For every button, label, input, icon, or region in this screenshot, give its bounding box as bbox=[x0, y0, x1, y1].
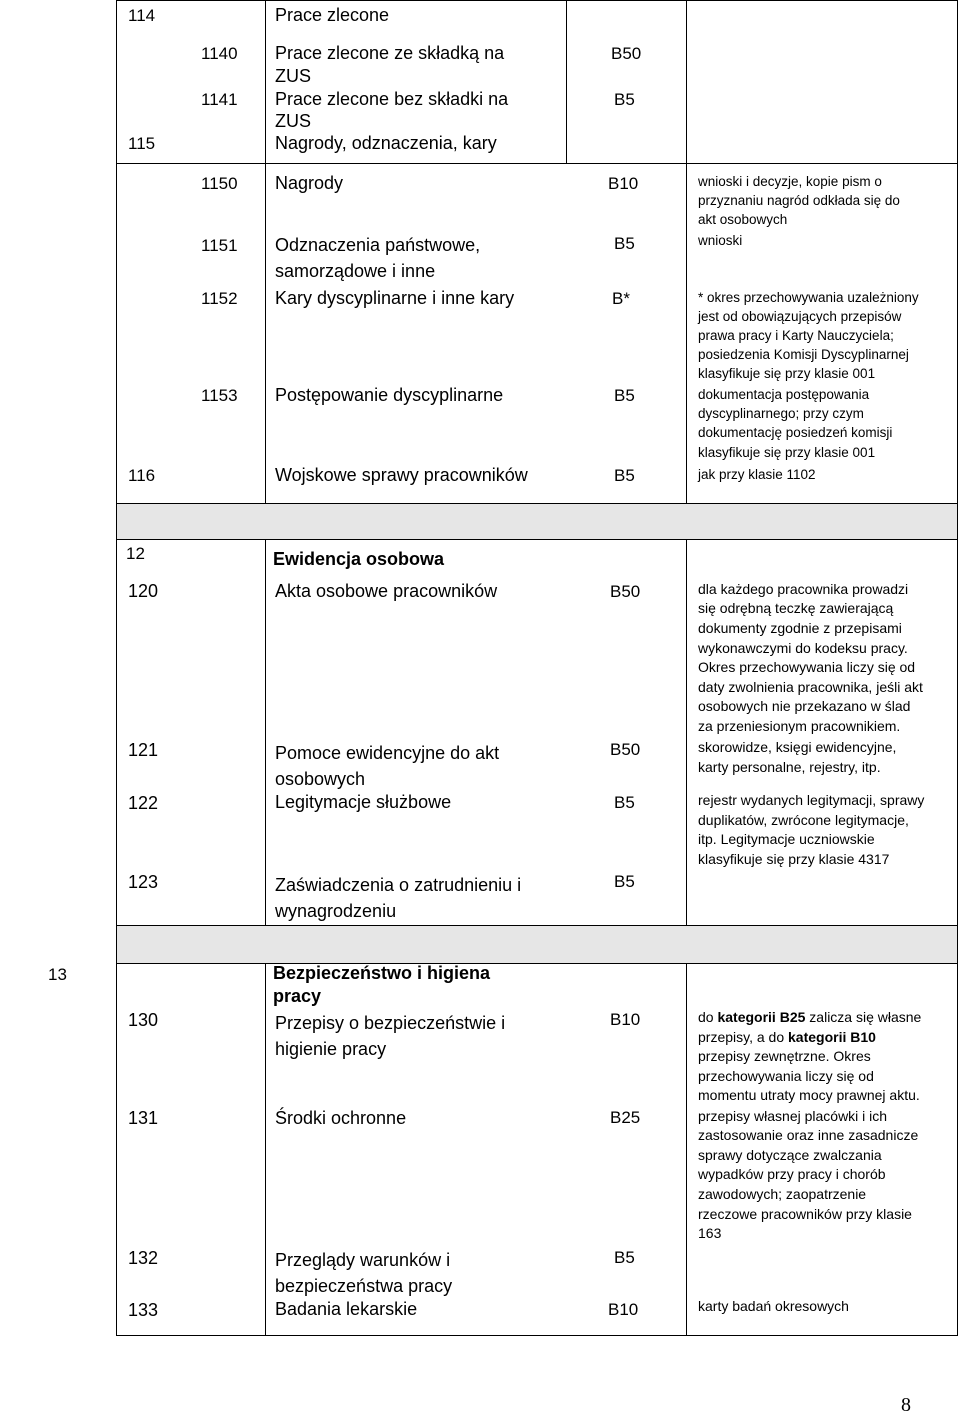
note-bold: kategorii B25 bbox=[717, 1009, 806, 1025]
section-symbol: 12 bbox=[126, 544, 145, 563]
row-note: klasyfikuje się przy klasie 001 bbox=[698, 445, 876, 460]
row-title: Nagrody bbox=[275, 173, 344, 193]
row-note: prawa pracy i Karty Nauczyciela; bbox=[698, 328, 894, 343]
row-title: Prace zlecone ze składką na bbox=[275, 43, 505, 63]
row-note: przepisy zewnętrzne. Okres bbox=[698, 1048, 871, 1064]
row-title: wynagrodzeniu bbox=[275, 901, 397, 921]
table-border-col-title bbox=[265, 0, 266, 503]
row-note: itp. Legitymacje uczniowskie bbox=[698, 831, 875, 847]
section-heading: pracy bbox=[273, 986, 322, 1006]
note-text: zalicza się własne bbox=[805, 1009, 922, 1025]
row-symbol: 1151 bbox=[201, 236, 238, 255]
table-border-col-note bbox=[686, 539, 687, 925]
row-note: rzeczowe pracowników przy klasie bbox=[698, 1206, 912, 1222]
row-symbol: 130 bbox=[128, 1010, 159, 1030]
row-category: B10 bbox=[610, 1010, 641, 1029]
row-note: za przeniesionym pracownikiem. bbox=[698, 718, 901, 734]
table-border-row bbox=[116, 925, 958, 926]
row-note: wnioski i decyzje, kopie pism o bbox=[698, 174, 882, 189]
row-category: B50 bbox=[611, 44, 642, 63]
row-category: B25 bbox=[610, 1108, 641, 1127]
row-note: dokumenty zgodnie z przepisami bbox=[698, 620, 902, 636]
table-border-row bbox=[116, 1335, 958, 1336]
row-title: samorządowe i inne bbox=[275, 261, 436, 281]
row-title: Badania lekarskie bbox=[275, 1299, 418, 1319]
table-border-col-title bbox=[265, 539, 266, 925]
row-title: Prace zlecone bbox=[275, 5, 390, 25]
row-note: akt osobowych bbox=[698, 212, 788, 227]
row-note: zawodowych; zaopatrzenie bbox=[698, 1186, 867, 1202]
row-category: B5 bbox=[614, 386, 635, 405]
row-title: Odznaczenia państwowe, bbox=[275, 235, 481, 255]
row-note: wnioski bbox=[698, 233, 743, 248]
row-category: B5 bbox=[614, 234, 635, 253]
row-symbol: 121 bbox=[128, 740, 159, 760]
row-symbol: 131 bbox=[128, 1108, 159, 1128]
row-note: przepisy własnej placówki i ich bbox=[698, 1108, 888, 1124]
table-border-row bbox=[116, 503, 958, 504]
row-title: Postępowanie dyscyplinarne bbox=[275, 385, 504, 405]
row-title: Przepisy o bezpieczeństwie i bbox=[275, 1013, 506, 1033]
row-title: osobowych bbox=[275, 769, 366, 789]
row-category: B5 bbox=[614, 90, 635, 109]
section-heading: Ewidencja osobowa bbox=[273, 549, 445, 569]
row-note: 163 bbox=[698, 1225, 722, 1241]
table-border-col-cat bbox=[566, 0, 567, 163]
row-note: rejestr wydanych legitymacji, sprawy bbox=[698, 792, 925, 808]
row-title: Pomoce ewidencyjne do akt bbox=[275, 743, 500, 763]
table-border-row bbox=[116, 0, 958, 1]
row-note: * okres przechowywania uzależniony bbox=[698, 290, 919, 305]
row-note: karty badań okresowych bbox=[698, 1298, 849, 1314]
row-note: dokumentację posiedzeń komisji bbox=[698, 425, 893, 440]
row-note: wypadków przy pracy i chorób bbox=[698, 1166, 886, 1182]
row-title: Środki ochronne bbox=[275, 1108, 407, 1128]
row-symbol: 120 bbox=[128, 581, 159, 601]
row-symbol: 123 bbox=[128, 872, 159, 892]
table-border-left bbox=[116, 0, 117, 1335]
row-note: duplikatów, zwrócone legitymacje, bbox=[698, 812, 909, 828]
row-note: klasyfikuje się przy klasie 001 bbox=[698, 366, 876, 381]
table-border-right bbox=[957, 0, 958, 1335]
row-category: B10 bbox=[608, 174, 639, 193]
table-border-row bbox=[116, 963, 958, 964]
row-note: daty zwolnienia pracownika, jeśli akt bbox=[698, 679, 923, 695]
note-text: przepisy, a do bbox=[698, 1029, 789, 1045]
row-note: dyscyplinarnego; przy czym bbox=[698, 406, 864, 421]
row-symbol: 115 bbox=[128, 134, 156, 153]
row-symbol: 132 bbox=[128, 1248, 159, 1268]
table-border-col-note bbox=[686, 963, 687, 1335]
row-note: momentu utraty mocy prawnej aktu. bbox=[698, 1087, 920, 1103]
row-title: Wojskowe sprawy pracowników bbox=[275, 465, 528, 485]
row-category: B50 bbox=[610, 582, 641, 601]
row-category: B* bbox=[612, 289, 630, 308]
row-title: Legitymacje służbowe bbox=[275, 792, 452, 812]
row-title: ZUS bbox=[275, 111, 311, 131]
row-note: się odrębną teczkę zawierającą bbox=[698, 600, 894, 616]
row-note: jest od obowiązujących przepisów bbox=[698, 309, 902, 324]
row-symbol: 122 bbox=[128, 793, 159, 813]
separator-band bbox=[116, 925, 958, 963]
row-note bbox=[698, 1028, 876, 1048]
row-title: Przeglądy warunków i bbox=[275, 1250, 451, 1270]
row-title: Nagrody, odznaczenia, kary bbox=[275, 133, 497, 153]
row-category: B10 bbox=[608, 1300, 639, 1319]
table-border-col-note bbox=[686, 0, 687, 503]
row-symbol: 1141 bbox=[201, 90, 238, 109]
row-note: sprawy dotyczące zwalczania bbox=[698, 1147, 882, 1163]
note-text: do bbox=[698, 1009, 718, 1025]
table-border-col-title bbox=[265, 963, 266, 1335]
section-symbol: 13 bbox=[48, 965, 67, 984]
row-note: skorowidze, księgi ewidencyjne, bbox=[698, 739, 897, 755]
row-note: zastosowanie oraz inne zasadnicze bbox=[698, 1127, 919, 1143]
row-title: Akta osobowe pracowników bbox=[275, 581, 498, 601]
row-title: bezpieczeństwa pracy bbox=[275, 1276, 453, 1296]
row-note: dla każdego pracownika prowadzi bbox=[698, 581, 909, 597]
row-category: B5 bbox=[614, 872, 635, 891]
row-note bbox=[698, 1008, 921, 1028]
row-note: osobowych nie przekazano w ślad bbox=[698, 698, 911, 714]
page-number: 8 bbox=[901, 1394, 911, 1416]
table-border-row bbox=[116, 539, 958, 540]
row-note: klasyfikuje się przy klasie 4317 bbox=[698, 851, 890, 867]
row-symbol: 114 bbox=[128, 6, 156, 25]
row-category: B5 bbox=[614, 1248, 635, 1267]
row-symbol: 1152 bbox=[201, 289, 238, 308]
separator-band bbox=[116, 503, 958, 539]
row-symbol: 1140 bbox=[201, 44, 238, 63]
row-note: dokumentacja postępowania bbox=[698, 387, 870, 402]
row-category: B50 bbox=[610, 740, 641, 759]
row-title: Zaświadczenia o zatrudnieniu i bbox=[275, 875, 522, 895]
row-note: Okres przechowywania liczy się od bbox=[698, 659, 916, 675]
row-category: B5 bbox=[614, 793, 635, 812]
row-symbol: 1150 bbox=[201, 174, 238, 193]
row-symbol: 133 bbox=[128, 1300, 159, 1320]
row-title: ZUS bbox=[275, 66, 311, 86]
section-heading: Bezpieczeństwo i higiena bbox=[273, 963, 491, 983]
row-symbol: 116 bbox=[128, 466, 156, 485]
note-bold: kategorii B10 bbox=[788, 1029, 876, 1045]
row-title: Kary dyscyplinarne i inne kary bbox=[275, 288, 515, 308]
row-note: przechowywania liczy się od bbox=[698, 1068, 874, 1084]
row-note: przyznaniu nagród odkłada się do bbox=[698, 193, 900, 208]
table-border-row bbox=[116, 163, 958, 164]
row-note: karty personalne, rejestry, itp. bbox=[698, 759, 881, 775]
row-note: wykonawczymi do kodeksu pracy. bbox=[698, 640, 908, 656]
row-note: posiedzenia Komisji Dyscyplinarnej bbox=[698, 347, 909, 362]
row-title: higienie pracy bbox=[275, 1039, 387, 1059]
row-symbol: 1153 bbox=[201, 386, 238, 405]
row-note: jak przy klasie 1102 bbox=[698, 467, 816, 482]
row-title: Prace zlecone bez składki na bbox=[275, 89, 509, 109]
row-category: B5 bbox=[614, 466, 635, 485]
